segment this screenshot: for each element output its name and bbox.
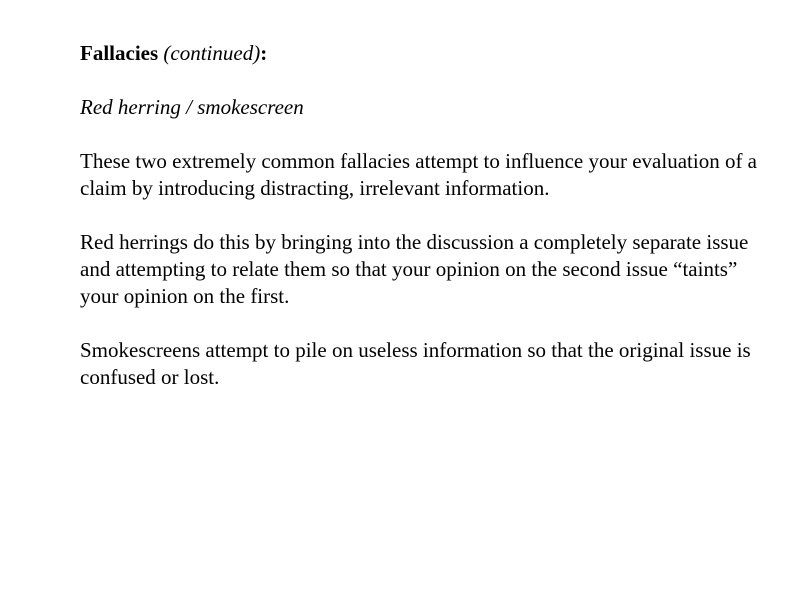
slide-content: [80, 40, 760, 391]
slide-subheading: Red herring / smokescreen: [80, 95, 304, 119]
paragraph-red-herrings: Red herrings do this by bringing into the discussion a completely separate issue and attempting to relate them so that your opinion on the second issue “taints” your opinion on the first.: [80, 230, 749, 308]
title-colon: :: [260, 41, 268, 65]
slide-title: [80, 40, 760, 67]
paragraph-intro: These two extremely common fallacies attempt to influence your evaluation of a claim by introducing distracting, irrelevant information.: [80, 149, 758, 200]
paragraph-smokescreens: Smokescreens attempt to pile on useless information so that the original issue is confused or lost.: [80, 338, 751, 389]
title-main: Fallacies: [80, 41, 159, 65]
title-continued: (continued): [163, 41, 261, 65]
